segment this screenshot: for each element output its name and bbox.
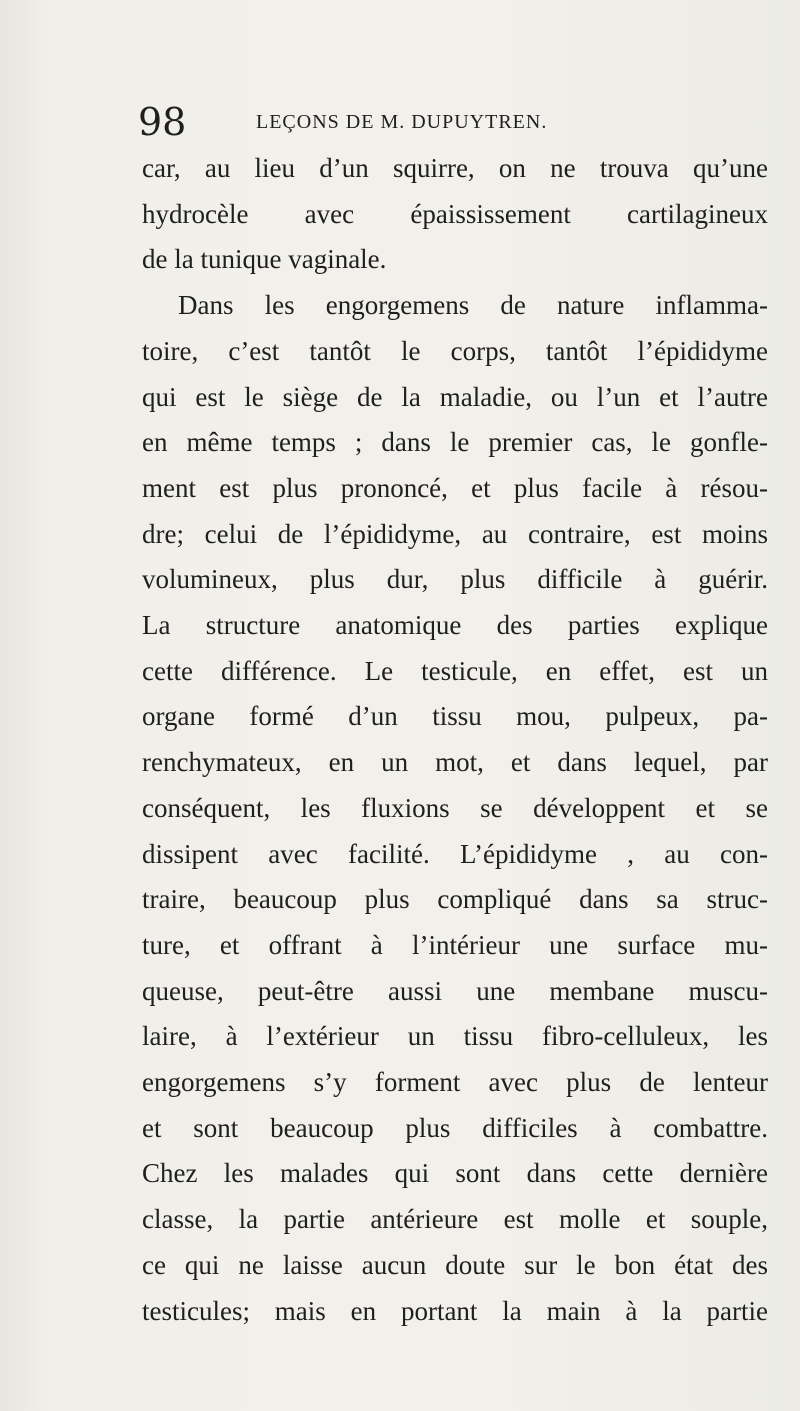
page-number: 98: [138, 100, 187, 144]
text-line: hydrocèle avec épaississement cartilagineux: [142, 198, 768, 229]
text-line: queuse, peut-être aussi une membane muscu-: [142, 975, 768, 1006]
text-line: Chez les malades qui sont dans cette dernière: [142, 1158, 768, 1189]
text-line: renchymateux, en un mot, et dans lequel, par: [142, 747, 768, 778]
text-line: classe, la partie antérieure est molle et souple,: [142, 1204, 768, 1235]
text-line: dre; celui de l’épididyme, au contraire, est moins: [142, 518, 768, 549]
text-line: Dans les engorgemens de nature inflamma-: [178, 290, 768, 321]
text-line: cette différence. Le testicule, en effet, est un: [142, 655, 768, 686]
page-header: [138, 102, 728, 142]
text-line: toire, c’est tantôt le corps, tantôt l’épididyme: [142, 335, 768, 366]
text-line: en même temps ; dans le premier cas, le gonfle-: [142, 427, 768, 458]
text-line: conséquent, les fluxions se développent et se: [142, 792, 768, 823]
text-line: La structure anatomique des parties explique: [142, 610, 768, 641]
text-line: dissipent avec facilité. L’épididyme , au con-: [142, 838, 768, 869]
text-line: organe formé d’un tissu mou, pulpeux, pa-: [142, 701, 768, 732]
text-line: qui est le siège de la maladie, ou l’un et l’autre: [142, 381, 768, 412]
text-line: engorgemens s’y forment avec plus de lenteur: [142, 1067, 768, 1098]
text-line: car, au lieu d’un squirre, on ne trouva qu’une: [142, 153, 768, 183]
text-line: et sont beaucoup plus difficiles à combattre.: [142, 1112, 768, 1143]
body-text: [142, 146, 768, 1334]
text-line: de la tunique vaginale.: [142, 244, 387, 275]
text-line: testicules; mais en portant la main à la partie: [142, 1295, 768, 1326]
text-line: laire, à l’extérieur un tissu fibro-celluleux, les: [142, 1021, 768, 1052]
running-head: LEÇONS DE M. DUPUYTREN.: [256, 111, 548, 133]
text-line: ce qui ne laisse aucun doute sur le bon état des: [142, 1249, 768, 1280]
text-line: ture, et offrant à l’intérieur une surface mu-: [142, 929, 768, 960]
text-line: ment est plus prononcé, et plus facile à résou-: [142, 472, 768, 503]
text-line: volumineux, plus dur, plus difficile à guérir.: [142, 564, 768, 595]
text-line: traire, beaucoup plus compliqué dans sa struc-: [142, 884, 768, 915]
